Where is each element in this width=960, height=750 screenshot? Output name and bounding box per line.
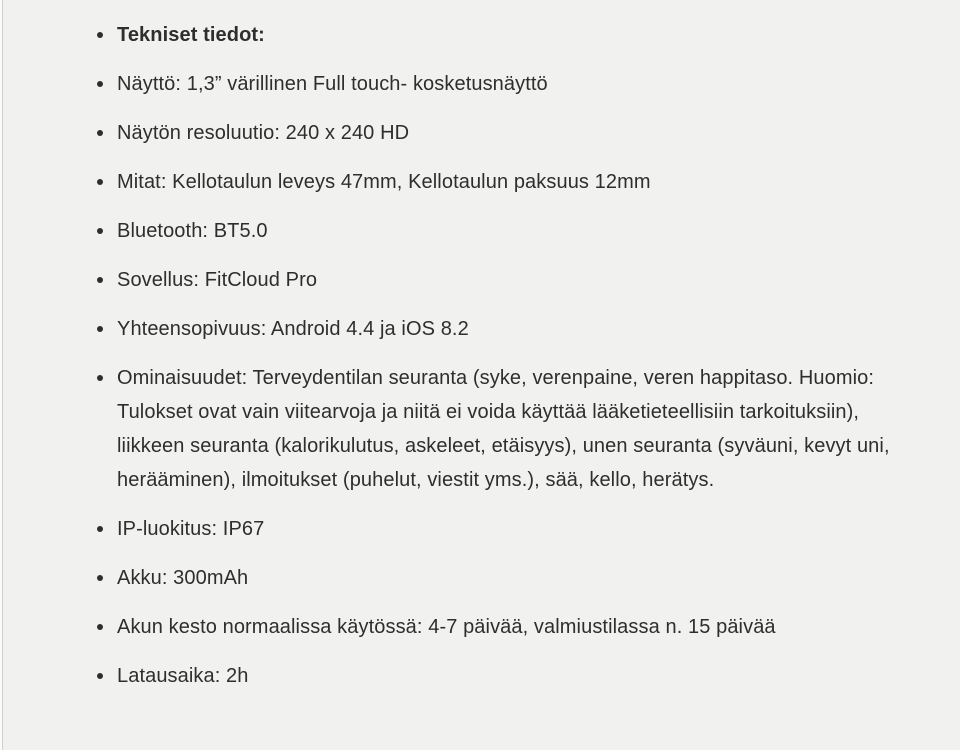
- list-item-text: IP-luokitus: IP67: [117, 518, 265, 540]
- list-item: [117, 263, 912, 297]
- list-item-text: Sovellus: FitCloud Pro: [117, 269, 318, 291]
- list-item-text: Tekniset tiedot:: [117, 24, 265, 46]
- list-item: [117, 18, 912, 52]
- list-item-text: Ominaisuudet: Terveydentilan seuranta (syke, verenpaine, veren happitaso. Huomio: Tulokset ovat vain viitearvoja ja niitä ei voida käyttää lääketieteellisiin tarkoituksiin), liikkeen seuranta (kalorikulutus, askeleet, etäisyys), unen seuranta (syväuni, kevyt uni, herääminen), ilmoitukset (puhelut, viestit yms.), sää, kello, herätys.: [117, 367, 890, 491]
- list-item-text: Näytön resoluutio: 240 x 240 HD: [117, 122, 410, 144]
- list-item: [117, 214, 912, 248]
- list-item-text: Näyttö: 1,3” värillinen Full touch- kosketusnäyttö: [117, 73, 548, 95]
- list-item-text: Yhteensopivuus: Android 4.4 ja iOS 8.2: [117, 318, 469, 340]
- list-item-text: Akun kesto normaalissa käytössä: 4-7 päivää, valmiustilassa n. 15 päivää: [117, 616, 776, 638]
- list-item: [117, 512, 912, 546]
- list-item-text: Latausaika: 2h: [117, 665, 249, 687]
- list-item-text: Mitat: Kellotaulun leveys 47mm, Kellotaulun paksuus 12mm: [117, 171, 651, 193]
- list-item: [117, 67, 912, 101]
- list-item: [117, 312, 912, 346]
- list-item: [117, 659, 912, 693]
- left-edge-divider: [0, 0, 3, 750]
- list-item: [117, 116, 912, 150]
- list-item-text: Akku: 300mAh: [117, 567, 249, 589]
- list-item: [117, 610, 912, 644]
- list-item: [117, 561, 912, 595]
- list-item-text: Bluetooth: BT5.0: [117, 220, 268, 242]
- list-item: [117, 165, 912, 199]
- list-item: [117, 361, 912, 497]
